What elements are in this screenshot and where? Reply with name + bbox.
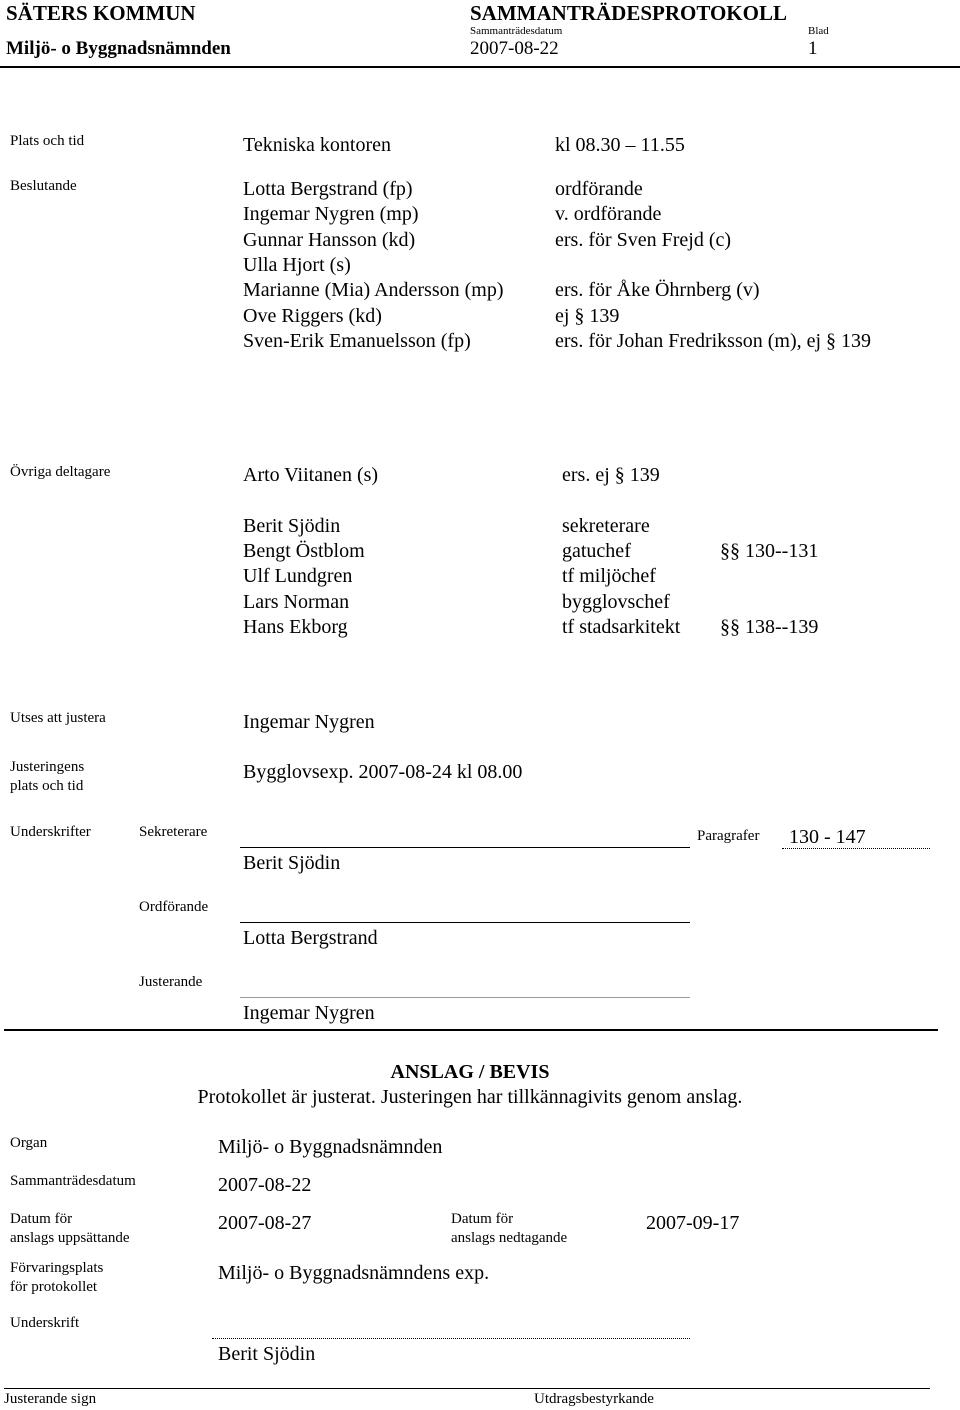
org-name: SÄTERS KOMMUN xyxy=(6,1,196,25)
chair-label: Ordförande xyxy=(139,899,209,915)
organ-label: Organ xyxy=(10,1135,48,1151)
posted-label-1: Datum för xyxy=(10,1211,73,1227)
header-date: 2007-08-22 xyxy=(470,38,559,59)
member-role: ers. för Sven Frejd (c) xyxy=(555,229,732,251)
chair-name: Lotta Bergstrand xyxy=(243,927,378,949)
paragraphs-line xyxy=(782,848,930,849)
participant-name: Hans Ekborg xyxy=(243,616,348,638)
member-role: ers. för Johan Fredriksson (m), ej § 139 xyxy=(555,330,872,352)
participant-paragraphs: §§ 138--139 xyxy=(720,616,819,638)
adjust-place-label-1: Justeringens xyxy=(10,759,85,775)
other-participants-label: Övriga deltagare xyxy=(10,464,111,480)
member-role: v. ordförande xyxy=(555,203,662,225)
time-value: kl 08.30 – 11.55 xyxy=(555,134,685,156)
notice-title: ANSLAG / BEVIS xyxy=(390,1061,550,1083)
secretary-name: Berit Sjödin xyxy=(243,852,341,874)
meeting-date-value: 2007-08-22 xyxy=(218,1174,312,1196)
notice-signature-name: Berit Sjödin xyxy=(218,1343,316,1365)
member-name: Ove Riggers (kd) xyxy=(243,305,382,327)
adjuster-value: Ingemar Nygren xyxy=(243,711,375,733)
participant-name: Ulf Lundgren xyxy=(243,565,353,587)
adjust-place-value: Bygglovsexp. 2007-08-24 kl 08.00 xyxy=(243,761,523,783)
member-name: Ingemar Nygren (mp) xyxy=(243,203,419,225)
participant-name: Bengt Östblom xyxy=(243,540,365,562)
notice-signature-line xyxy=(212,1338,690,1339)
participant-role: ers. ej § 139 xyxy=(562,464,660,486)
place-time-label: Plats och tid xyxy=(10,133,85,149)
member-name: Gunnar Hansson (kd) xyxy=(243,229,416,251)
header-page: 1 xyxy=(808,38,818,59)
member-name: Sven-Erik Emanuelsson (fp) xyxy=(243,330,471,352)
member-role: ers. för Åke Öhrnberg (v) xyxy=(555,279,760,301)
participant-paragraphs: §§ 130--131 xyxy=(720,540,819,562)
participant-role: bygglovschef xyxy=(562,591,670,613)
adjust-place-label-2: plats och tid xyxy=(10,778,84,794)
signature-label: Underskrift xyxy=(10,1315,80,1331)
storage-value: Miljö- o Byggnadsnämndens exp. xyxy=(218,1262,490,1284)
board-name: Miljö- o Byggnadsnämnden xyxy=(6,38,231,59)
signatures-label: Underskrifter xyxy=(10,824,91,840)
header-rule xyxy=(0,66,960,68)
adjuster-signature-line xyxy=(240,997,690,998)
member-name: Marianne (Mia) Andersson (mp) xyxy=(243,279,504,301)
posted-value: 2007-08-27 xyxy=(218,1212,312,1234)
header-page-label: Blad xyxy=(808,25,829,37)
organ-value: Miljö- o Byggnadsnämnden xyxy=(218,1136,443,1158)
participant-name: Lars Norman xyxy=(243,591,350,613)
participant-name: Arto Viitanen (s) xyxy=(243,464,379,486)
participant-role: tf stadsarkitekt xyxy=(562,616,681,638)
footer-right: Utdragsbestyrkande xyxy=(534,1391,654,1407)
posted-label-2: anslags uppsättande xyxy=(10,1230,130,1246)
document-type: SAMMANTRÄDESPROTOKOLL xyxy=(470,1,787,25)
notice-rule xyxy=(4,1029,938,1031)
chair-signature-line xyxy=(240,922,690,923)
participant-role: gatuchef xyxy=(562,540,631,562)
notice-text: Protokollet är justerat. Justeringen har tillkännagivits genom anslag. xyxy=(197,1086,743,1108)
secretary-label: Sekreterare xyxy=(139,824,208,840)
participant-name: Berit Sjödin xyxy=(243,515,341,537)
participant-role: tf miljöchef xyxy=(562,565,656,587)
storage-label-1: Förvaringsplats xyxy=(10,1260,104,1276)
member-role: ordförande xyxy=(555,178,643,200)
removed-value: 2007-09-17 xyxy=(646,1212,740,1234)
storage-label-2: för protokollet xyxy=(10,1279,98,1295)
footer-left: Justerande sign xyxy=(4,1391,97,1407)
decision-makers-label: Beslutande xyxy=(10,178,77,194)
meeting-date-label: Sammanträdesdatum xyxy=(10,1173,136,1189)
participant-role: sekreterare xyxy=(562,515,650,537)
member-role: ej § 139 xyxy=(555,305,620,327)
adjuster-sign-label: Justerande xyxy=(139,974,203,990)
secretary-signature-line xyxy=(240,847,690,848)
header-date-label: Sammanträdesdatum xyxy=(470,25,563,37)
member-name: Ulla Hjort (s) xyxy=(243,254,351,276)
member-name: Lotta Bergstrand (fp) xyxy=(243,178,413,200)
footer-rule xyxy=(4,1388,930,1389)
removed-label-2: anslags nedtagande xyxy=(451,1230,568,1246)
place-value: Tekniska kontoren xyxy=(243,134,392,156)
paragraphs-value: 130 - 147 xyxy=(789,826,866,848)
adjuster-name: Ingemar Nygren xyxy=(243,1002,375,1024)
removed-label-1: Datum för xyxy=(451,1211,514,1227)
adjuster-label: Utses att justera xyxy=(10,710,106,726)
paragraphs-label: Paragrafer xyxy=(697,828,760,844)
